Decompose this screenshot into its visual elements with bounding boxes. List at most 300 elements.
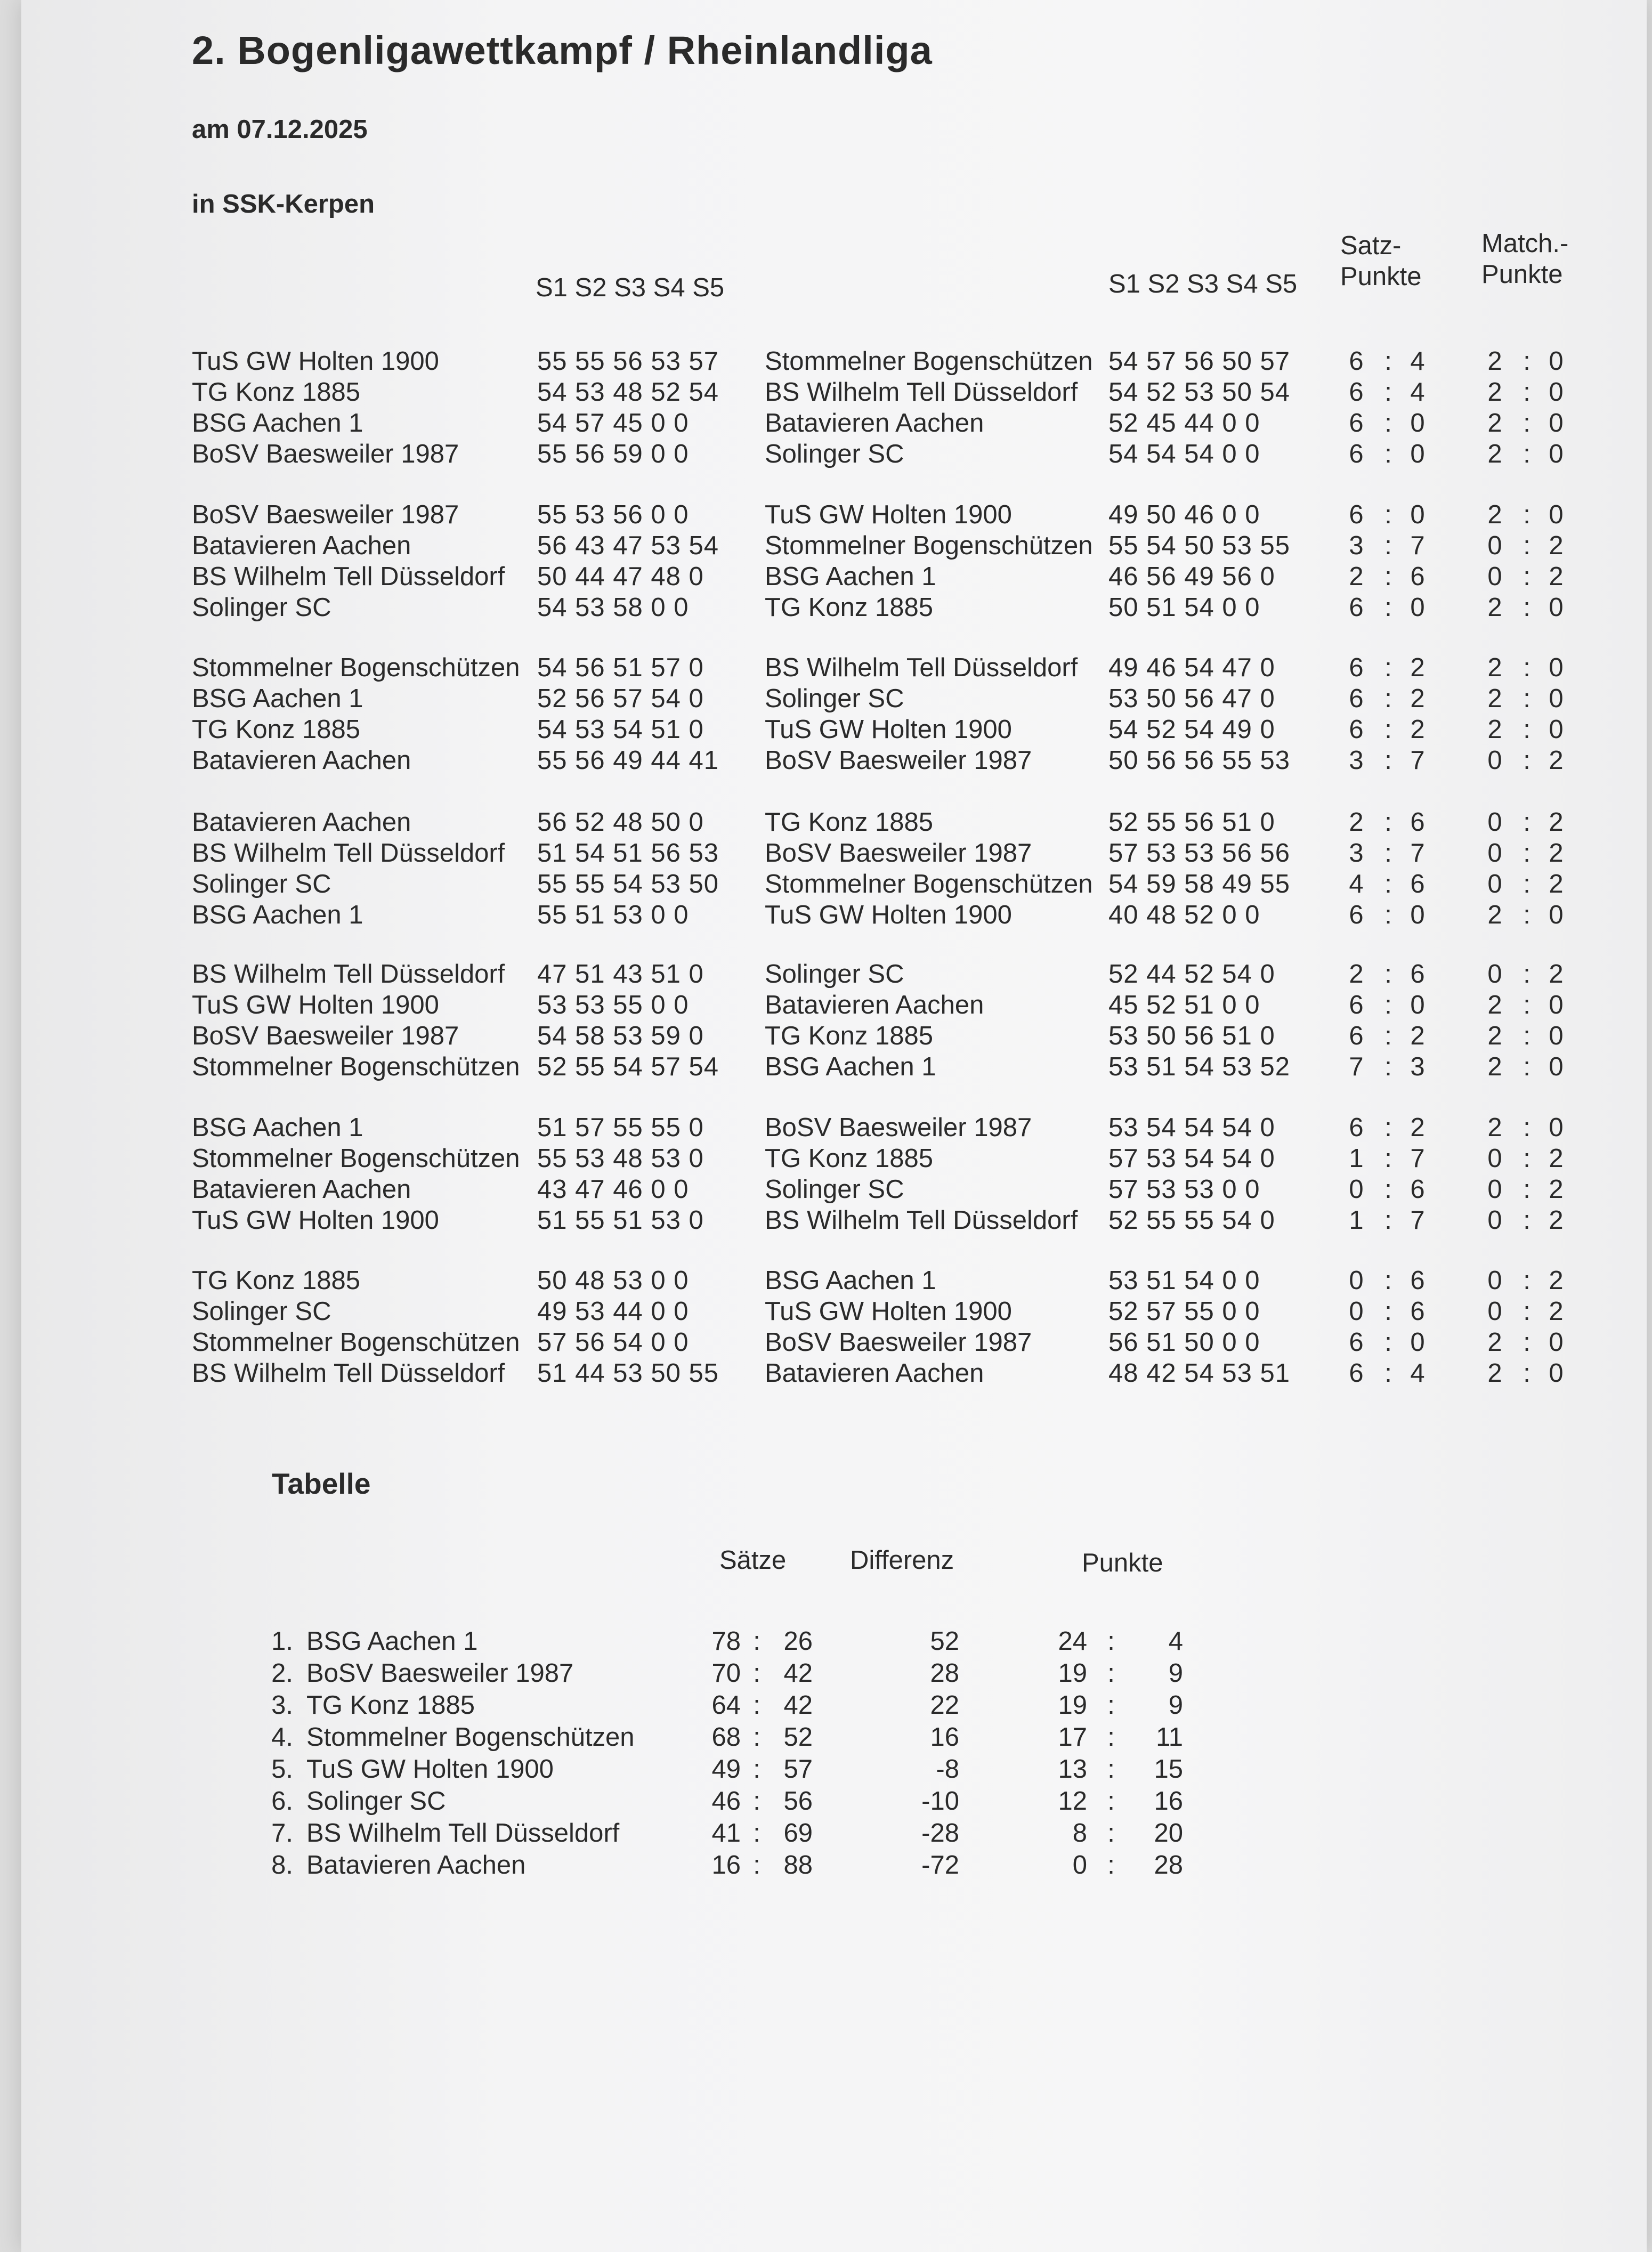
guest-team: BSG Aachen 1 (765, 562, 936, 591)
match-points-colon: : (1523, 715, 1530, 744)
match-row (192, 653, 1588, 684)
set-difference: 16 (930, 1723, 959, 1752)
team-name: Batavieren Aachen (306, 1851, 526, 1880)
match-points-guest: 0 (1549, 1359, 1564, 1388)
home-team: BSG Aachen 1 (192, 1113, 363, 1142)
set-points-guest: 6 (1410, 1297, 1425, 1326)
set-points-guest: 0 (1410, 409, 1425, 438)
set-points-home: 6 (1349, 991, 1364, 1019)
home-team: Solinger SC (192, 870, 331, 898)
set-points-home: 1 (1349, 1144, 1364, 1173)
guest-scores: 54 52 54 49 0 (1108, 715, 1275, 744)
event-venue: in SSK-Kerpen (192, 190, 375, 218)
set-points-home: 6 (1349, 1022, 1364, 1050)
set-points-guest: 6 (1410, 1175, 1425, 1204)
points-minus: 20 (1154, 1819, 1183, 1848)
set-difference: 28 (930, 1659, 959, 1688)
match-points-guest: 0 (1549, 1328, 1564, 1357)
home-scores: 55 55 54 53 50 (537, 870, 719, 898)
standings-row (266, 1690, 1279, 1722)
match-row (192, 593, 1588, 623)
match-points-guest: 0 (1549, 378, 1564, 407)
guest-scores: 48 42 54 53 51 (1108, 1359, 1290, 1388)
set-points-guest: 6 (1410, 1266, 1425, 1295)
guest-scores: 49 46 54 47 0 (1108, 653, 1275, 682)
match-points-guest: 0 (1549, 653, 1564, 682)
set-points-colon: : (1384, 500, 1392, 529)
points-minus: 11 (1156, 1723, 1183, 1752)
rank: 2. (271, 1659, 293, 1688)
home-team: Stommelner Bogenschützen (192, 1144, 520, 1173)
guest-team: TG Konz 1885 (765, 593, 933, 622)
match-points-colon: : (1523, 1113, 1530, 1142)
set-points-colon: : (1384, 684, 1392, 713)
match-row (192, 1021, 1588, 1052)
home-scores: 51 57 55 55 0 (537, 1113, 704, 1142)
match-row (192, 377, 1588, 408)
match-points-colon: : (1523, 1144, 1530, 1173)
sets-won: 16 (711, 1851, 741, 1880)
set-points-home: 0 (1349, 1266, 1364, 1295)
event-date: am 07.12.2025 (192, 115, 368, 144)
set-points-guest: 2 (1410, 1113, 1425, 1142)
set-points-guest: 0 (1410, 500, 1425, 529)
guest-scores: 49 50 46 0 0 (1108, 500, 1260, 529)
match-points-guest: 2 (1549, 839, 1564, 868)
set-points-guest: 6 (1410, 870, 1425, 898)
match-points-home: 0 (1487, 1206, 1502, 1235)
match-row (192, 500, 1588, 531)
set-points-colon: : (1384, 1113, 1392, 1142)
match-row (192, 959, 1588, 990)
set-points-guest: 0 (1410, 901, 1425, 929)
sets-lost: 42 (783, 1659, 813, 1688)
guest-team: Solinger SC (765, 1175, 904, 1204)
points-colon: : (1107, 1659, 1115, 1688)
guest-scores: 40 48 52 0 0 (1108, 901, 1260, 929)
home-scores: 50 48 53 0 0 (537, 1266, 689, 1295)
guest-scores: 54 52 53 50 54 (1108, 378, 1290, 407)
rank: 7. (271, 1819, 293, 1848)
guest-scores: 57 53 54 54 0 (1108, 1144, 1275, 1173)
match-points-colon: : (1523, 1328, 1530, 1357)
set-points-colon: : (1384, 715, 1392, 744)
match-round (192, 653, 1588, 776)
table-header-diff: Differenz (850, 1546, 954, 1575)
guest-team: BS Wilhelm Tell Düsseldorf (765, 378, 1078, 407)
match-row (192, 715, 1588, 746)
set-difference: 22 (930, 1691, 959, 1720)
match-points-home: 2 (1487, 347, 1502, 376)
match-points-guest: 2 (1549, 808, 1564, 837)
sets-won: 70 (711, 1659, 741, 1688)
home-team: Batavieren Aachen (192, 531, 411, 560)
set-points-guest: 7 (1410, 839, 1425, 868)
match-points-colon: : (1523, 562, 1530, 591)
match-points-colon: : (1523, 440, 1530, 468)
match-points-colon: : (1523, 1052, 1530, 1081)
sets-won: 64 (711, 1691, 741, 1720)
points-colon: : (1107, 1755, 1115, 1784)
team-name: Solinger SC (306, 1787, 446, 1816)
points-colon: : (1107, 1819, 1115, 1848)
match-points-header-line1: Match.- (1481, 229, 1569, 258)
home-team: TG Konz 1885 (192, 715, 360, 744)
points-plus: 8 (1072, 1819, 1087, 1848)
set-points-colon: : (1384, 991, 1392, 1019)
set-points-colon: : (1384, 1266, 1392, 1295)
guest-team: Batavieren Aachen (765, 991, 984, 1019)
home-scores: 55 56 49 44 41 (537, 746, 719, 775)
match-points-guest: 0 (1549, 409, 1564, 438)
set-points-guest: 7 (1410, 531, 1425, 560)
match-points-home: 0 (1487, 839, 1502, 868)
guest-scores: 46 56 49 56 0 (1108, 562, 1275, 591)
points-plus: 19 (1058, 1691, 1087, 1720)
points-minus: 16 (1154, 1787, 1183, 1816)
match-round (192, 500, 1588, 623)
set-points-guest: 0 (1410, 593, 1425, 622)
standings-row (266, 1722, 1279, 1754)
set-difference: 52 (930, 1627, 959, 1656)
sets-colon: : (753, 1723, 760, 1752)
guest-team: TuS GW Holten 1900 (765, 715, 1012, 744)
match-points-home: 2 (1487, 500, 1502, 529)
set-points-home: 6 (1349, 593, 1364, 622)
match-row (192, 990, 1588, 1021)
set-points-home: 6 (1349, 1359, 1364, 1388)
sets-colon: : (753, 1851, 760, 1880)
guest-series-header: S1 S2 S3 S4 S5 (1108, 270, 1298, 298)
match-points-home: 2 (1487, 409, 1502, 438)
points-colon: : (1107, 1787, 1115, 1816)
match-points-home: 0 (1487, 1297, 1502, 1326)
points-minus: 28 (1154, 1851, 1183, 1880)
home-team: BSG Aachen 1 (192, 684, 363, 713)
guest-scores: 50 51 54 0 0 (1108, 593, 1260, 622)
match-points-header (1481, 228, 1568, 290)
set-points-home: 6 (1349, 347, 1364, 376)
guest-scores: 53 51 54 53 52 (1108, 1052, 1290, 1081)
set-points-home: 6 (1349, 378, 1364, 407)
points-plus: 13 (1058, 1755, 1087, 1784)
set-points-home: 6 (1349, 901, 1364, 929)
home-scores: 57 56 54 0 0 (537, 1328, 689, 1357)
match-points-guest: 0 (1549, 347, 1564, 376)
set-points-header-line1: Satz- (1340, 231, 1402, 260)
home-team: Stommelner Bogenschützen (192, 1052, 520, 1081)
set-points-home: 6 (1349, 409, 1364, 438)
set-points-home: 6 (1349, 653, 1364, 682)
set-points-colon: : (1384, 347, 1392, 376)
home-scores: 54 53 54 51 0 (537, 715, 704, 744)
match-points-home: 0 (1487, 1144, 1502, 1173)
match-row (192, 1052, 1588, 1083)
guest-scores: 57 53 53 0 0 (1108, 1175, 1260, 1204)
document-page (21, 0, 1647, 2252)
match-points-colon: : (1523, 593, 1530, 622)
home-scores: 55 53 56 0 0 (537, 500, 689, 529)
set-points-guest: 2 (1410, 715, 1425, 744)
set-points-colon: : (1384, 1328, 1392, 1357)
sets-won: 68 (711, 1723, 741, 1752)
points-plus: 17 (1058, 1723, 1087, 1752)
team-name: TG Konz 1885 (306, 1691, 475, 1720)
home-scores: 51 55 51 53 0 (537, 1206, 704, 1235)
match-points-colon: : (1523, 991, 1530, 1019)
guest-team: Batavieren Aachen (765, 1359, 984, 1388)
match-points-guest: 0 (1549, 901, 1564, 929)
match-points-colon: : (1523, 500, 1530, 529)
home-scores: 51 44 53 50 55 (537, 1359, 719, 1388)
match-points-home: 2 (1487, 1328, 1502, 1357)
home-scores: 43 47 46 0 0 (537, 1175, 689, 1204)
standings-row (266, 1754, 1279, 1786)
match-points-colon: : (1523, 1359, 1530, 1388)
match-points-home: 2 (1487, 1359, 1502, 1388)
standings-row (266, 1626, 1279, 1658)
home-team: BSG Aachen 1 (192, 901, 363, 929)
home-team: BS Wilhelm Tell Düsseldorf (192, 1359, 505, 1388)
home-scores: 54 53 48 52 54 (537, 378, 719, 407)
set-points-home: 0 (1349, 1175, 1364, 1204)
match-row (192, 869, 1588, 900)
match-round (192, 959, 1588, 1083)
match-points-colon: : (1523, 1175, 1530, 1204)
team-name: BoSV Baesweiler 1987 (306, 1659, 574, 1688)
home-scores: 55 51 53 0 0 (537, 901, 689, 929)
set-points-colon: : (1384, 440, 1392, 468)
match-points-guest: 0 (1549, 991, 1564, 1019)
home-scores: 49 53 44 0 0 (537, 1297, 689, 1326)
sets-colon: : (753, 1819, 760, 1848)
set-points-colon: : (1384, 746, 1392, 775)
match-points-home: 2 (1487, 1113, 1502, 1142)
match-row (192, 1144, 1588, 1174)
set-points-colon: : (1384, 1052, 1392, 1081)
points-colon: : (1107, 1627, 1115, 1656)
home-scores: 50 44 47 48 0 (537, 562, 704, 591)
guest-team: TuS GW Holten 1900 (765, 500, 1012, 529)
set-points-header-line2: Punkte (1340, 262, 1422, 291)
team-name: BSG Aachen 1 (306, 1627, 478, 1656)
set-points-guest: 0 (1410, 1328, 1425, 1357)
match-row (192, 531, 1588, 562)
match-points-colon: : (1523, 409, 1530, 438)
set-points-home: 3 (1349, 531, 1364, 560)
match-points-guest: 0 (1549, 684, 1564, 713)
set-points-colon: : (1384, 378, 1392, 407)
match-points-guest: 2 (1549, 870, 1564, 898)
home-scores: 55 53 48 53 0 (537, 1144, 704, 1173)
guest-scores: 52 55 56 51 0 (1108, 808, 1275, 837)
home-team: TuS GW Holten 1900 (192, 347, 439, 376)
rank: 1. (271, 1627, 293, 1656)
match-points-guest: 2 (1549, 1297, 1564, 1326)
match-points-home: 0 (1487, 746, 1502, 775)
set-points-home: 1 (1349, 1206, 1364, 1235)
match-points-colon: : (1523, 746, 1530, 775)
match-round (192, 346, 1588, 470)
standings-row (266, 1850, 1279, 1882)
home-team: BS Wilhelm Tell Düsseldorf (192, 839, 505, 868)
guest-scores: 53 50 56 47 0 (1108, 684, 1275, 713)
home-series-header: S1 S2 S3 S4 S5 (536, 273, 725, 302)
match-points-colon: : (1523, 808, 1530, 837)
sets-colon: : (753, 1659, 760, 1688)
home-team: Solinger SC (192, 593, 331, 622)
guest-scores: 55 54 50 53 55 (1108, 531, 1290, 560)
match-points-home: 0 (1487, 1175, 1502, 1204)
rank: 5. (271, 1755, 293, 1784)
set-points-home: 0 (1349, 1297, 1364, 1326)
set-points-colon: : (1384, 1175, 1392, 1204)
guest-team: Stommelner Bogenschützen (765, 347, 1093, 376)
home-scores: 47 51 43 51 0 (537, 960, 704, 989)
guest-team: TG Konz 1885 (765, 1144, 933, 1173)
points-plus: 0 (1072, 1851, 1087, 1880)
home-team: BSG Aachen 1 (192, 409, 363, 438)
set-points-colon: : (1384, 409, 1392, 438)
set-points-guest: 6 (1410, 960, 1425, 989)
guest-team: BS Wilhelm Tell Düsseldorf (765, 1206, 1078, 1235)
guest-team: Stommelner Bogenschützen (765, 531, 1093, 560)
match-row (192, 746, 1588, 776)
set-points-colon: : (1384, 960, 1392, 989)
set-points-colon: : (1384, 531, 1392, 560)
set-points-guest: 6 (1410, 808, 1425, 837)
standings-table (266, 1626, 1279, 1882)
match-row (192, 807, 1588, 838)
home-scores: 54 58 53 59 0 (537, 1022, 704, 1050)
match-row (192, 1358, 1588, 1389)
guest-scores: 56 51 50 0 0 (1108, 1328, 1260, 1357)
match-points-home: 2 (1487, 901, 1502, 929)
match-points-guest: 0 (1549, 1052, 1564, 1081)
points-plus: 12 (1058, 1787, 1087, 1816)
guest-scores: 53 50 56 51 0 (1108, 1022, 1275, 1050)
page-title: 2. Bogenligawettkampf / Rheinlandliga (192, 28, 933, 72)
guest-scores: 54 54 54 0 0 (1108, 440, 1260, 468)
match-round (192, 1266, 1588, 1389)
guest-team: TuS GW Holten 1900 (765, 901, 1012, 929)
match-row (192, 346, 1588, 377)
set-points-guest: 3 (1410, 1052, 1425, 1081)
match-row (192, 439, 1588, 470)
set-points-colon: : (1384, 593, 1392, 622)
match-points-guest: 2 (1549, 562, 1564, 591)
team-name: BS Wilhelm Tell Düsseldorf (306, 1819, 620, 1848)
points-minus: 15 (1154, 1755, 1183, 1784)
match-points-guest: 2 (1549, 960, 1564, 989)
home-team: BoSV Baesweiler 1987 (192, 440, 459, 468)
set-points-colon: : (1384, 901, 1392, 929)
guest-team: BoSV Baesweiler 1987 (765, 1113, 1032, 1142)
match-points-guest: 2 (1549, 531, 1564, 560)
guest-scores: 54 59 58 49 55 (1108, 870, 1290, 898)
sets-won: 46 (711, 1787, 741, 1816)
set-difference: -72 (921, 1851, 959, 1880)
guest-team: Solinger SC (765, 440, 904, 468)
set-points-colon: : (1384, 1359, 1392, 1388)
match-row (192, 838, 1588, 869)
sets-lost: 56 (783, 1787, 813, 1816)
home-team: TuS GW Holten 1900 (192, 991, 439, 1019)
set-points-home: 6 (1349, 715, 1364, 744)
home-scores: 52 56 57 54 0 (537, 684, 704, 713)
match-points-colon: : (1523, 347, 1530, 376)
home-team: Solinger SC (192, 1297, 331, 1326)
set-points-home: 6 (1349, 1328, 1364, 1357)
match-points-colon: : (1523, 870, 1530, 898)
home-team: Stommelner Bogenschützen (192, 1328, 520, 1357)
guest-team: BSG Aachen 1 (765, 1266, 936, 1295)
set-points-colon: : (1384, 839, 1392, 868)
match-points-colon: : (1523, 901, 1530, 929)
match-row (192, 1266, 1588, 1297)
team-name: Stommelner Bogenschützen (306, 1723, 635, 1752)
sets-colon: : (753, 1755, 760, 1784)
points-minus: 9 (1168, 1691, 1183, 1720)
set-points-home: 2 (1349, 960, 1364, 989)
standings-row (266, 1658, 1279, 1690)
set-points-colon: : (1384, 653, 1392, 682)
set-points-home: 3 (1349, 839, 1364, 868)
home-team: BoSV Baesweiler 1987 (192, 500, 459, 529)
set-points-home: 4 (1349, 870, 1364, 898)
match-points-guest: 0 (1549, 593, 1564, 622)
guest-team: TG Konz 1885 (765, 1022, 933, 1050)
home-team: BoSV Baesweiler 1987 (192, 1022, 459, 1050)
set-points-home: 6 (1349, 500, 1364, 529)
match-points-home: 2 (1487, 991, 1502, 1019)
home-team: TuS GW Holten 1900 (192, 1206, 439, 1235)
guest-team: BoSV Baesweiler 1987 (765, 839, 1032, 868)
sets-colon: : (753, 1627, 760, 1656)
match-points-home: 0 (1487, 960, 1502, 989)
home-scores: 56 43 47 53 54 (537, 531, 719, 560)
home-team: Batavieren Aachen (192, 808, 411, 837)
set-points-home: 2 (1349, 808, 1364, 837)
match-points-home: 0 (1487, 562, 1502, 591)
match-points-home: 0 (1487, 870, 1502, 898)
home-scores: 56 52 48 50 0 (537, 808, 704, 837)
match-points-home: 2 (1487, 653, 1502, 682)
sets-lost: 69 (783, 1819, 813, 1848)
set-points-guest: 4 (1410, 347, 1425, 376)
match-points-home: 2 (1487, 440, 1502, 468)
match-row (192, 1297, 1588, 1327)
guest-scores: 52 45 44 0 0 (1108, 409, 1260, 438)
home-team: Stommelner Bogenschützen (192, 653, 520, 682)
set-points-colon: : (1384, 1297, 1392, 1326)
match-round (192, 1113, 1588, 1236)
match-points-header-line2: Punkte (1481, 260, 1563, 289)
sets-lost: 26 (783, 1627, 813, 1656)
home-scores: 51 54 51 56 53 (537, 839, 719, 868)
set-points-home: 6 (1349, 440, 1364, 468)
match-points-guest: 0 (1549, 1113, 1564, 1142)
match-points-home: 0 (1487, 531, 1502, 560)
rank: 3. (271, 1691, 293, 1720)
sets-won: 41 (711, 1819, 741, 1848)
home-scores: 54 56 51 57 0 (537, 653, 704, 682)
match-points-guest: 0 (1549, 1022, 1564, 1050)
set-points-guest: 4 (1410, 1359, 1425, 1388)
set-points-home: 7 (1349, 1052, 1364, 1081)
set-points-colon: : (1384, 808, 1392, 837)
set-points-guest: 0 (1410, 991, 1425, 1019)
